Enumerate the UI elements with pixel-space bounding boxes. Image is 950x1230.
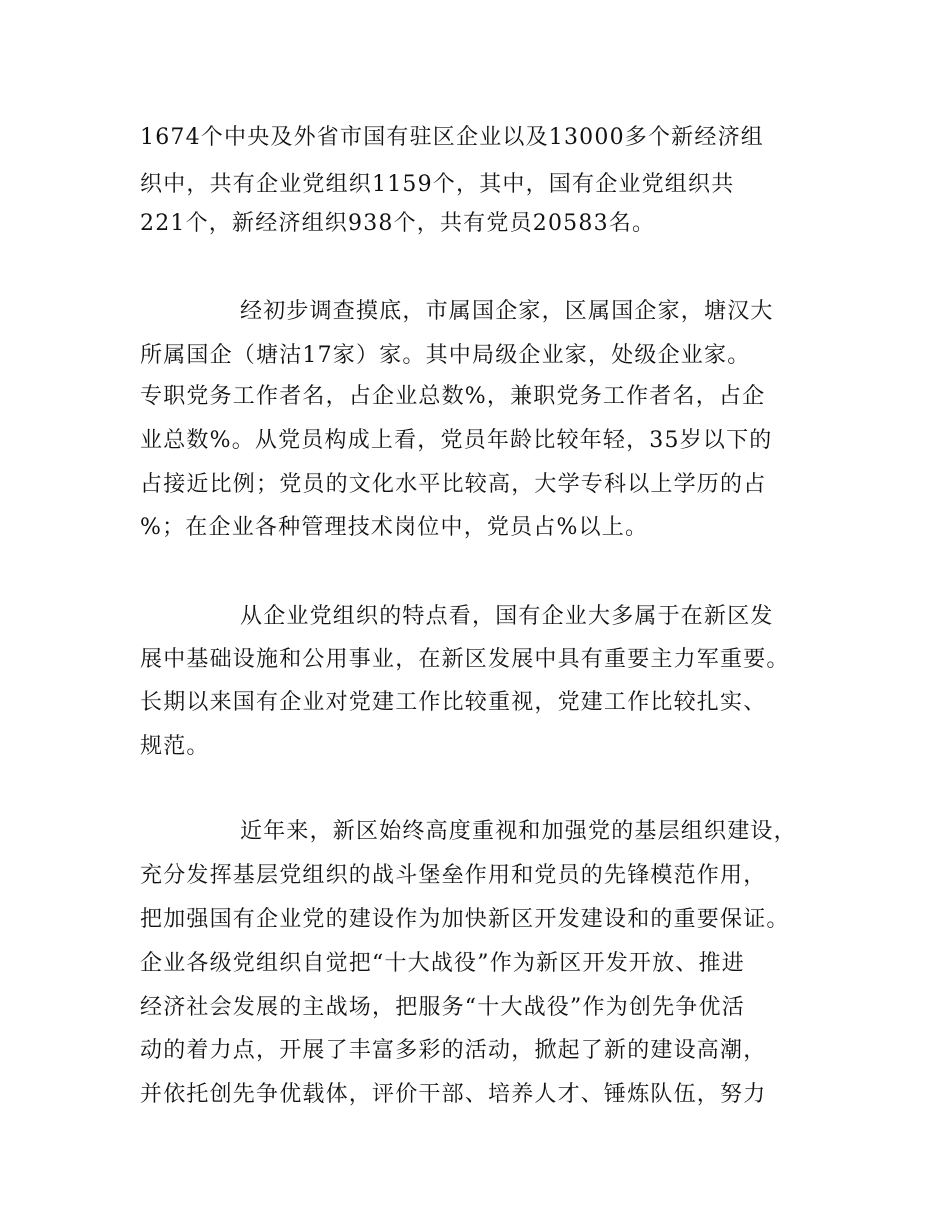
paragraph-2-line-6: %；在企业各种管理技术岗位中，党员占%以上。 [140,515,649,540]
paragraph-1-line-2: 织中，共有企业党组织1159个，其中，国有企业党组织共 [140,172,735,197]
paragraph-3-line-2: 展中基础设施和公用事业，在新区发展中具有重要主力军重要。 [140,647,790,672]
paragraph-4-line-4: 企业各级党组织自觉把“十大战役”作为新区开发开放、推进 [140,951,745,976]
paragraph-4-line-6: 动的着力点，开展了丰富多彩的活动，掀起了新的建设高潮， [140,1038,767,1063]
paragraph-4-line-5: 经济社会发展的主战场，把服务“十大战役”作为创先争优活 [140,995,745,1020]
paragraph-3-line-4: 规范。 [140,734,210,759]
paragraph-2-line-5: 占接近比例；党员的文化水平比较高，大学专科以上学历的占 [140,472,767,497]
paragraph-4-line-7: 并依托创先争优载体，评价干部、培养人才、锤炼队伍，努力 [140,1082,767,1107]
paragraph-2-line-1: 经初步调查摸底，市属国企家，区属国企家，塘汉大 [240,299,774,324]
paragraph-2-line-4: 业总数%。从党员构成上看，党员年龄比较年轻，35岁以下的 [140,428,773,453]
paragraph-1-line-3: 221个，新经济组织938个，共有党员20583名。 [140,211,656,236]
paragraph-4-line-2: 充分发挥基层党组织的战斗堡垒作用和党员的先锋模范作用， [140,863,767,888]
paragraph-4-line-1: 近年来，新区始终高度重视和加强党的基层组织建设， [240,819,797,844]
paragraph-4-line-3: 把加强国有企业党的建设作为加快新区开发建设和的重要保证。 [140,907,790,932]
paragraph-2-line-2: 所属国企（塘沽17家）家。其中局级企业家，处级企业家。 [140,343,751,368]
paragraph-3-line-1: 从企业党组织的特点看，国有企业大多属于在新区发 [240,604,774,629]
paragraph-1-line-1: 1674个中央及外省市国有驻区企业以及13000多个新经济组 [140,125,764,150]
paragraph-2-line-3: 专职党务工作者名，占企业总数%，兼职党务工作者名，占企 [140,384,766,409]
paragraph-3-line-3: 长期以来国有企业对党建工作比较重视，党建工作比较扎实、 [140,690,767,715]
